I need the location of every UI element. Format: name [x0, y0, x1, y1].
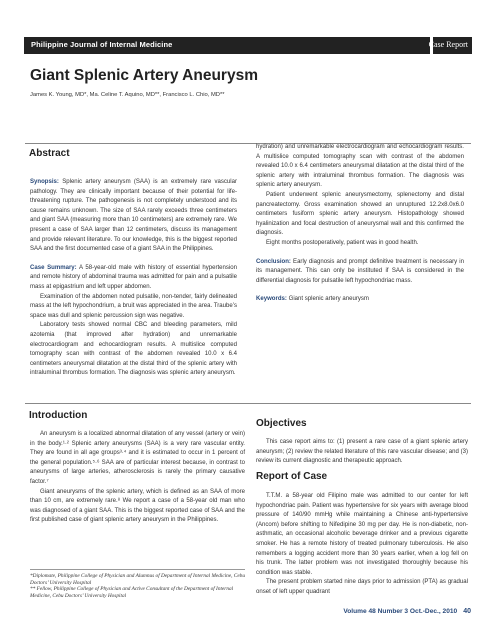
objectives-paragraph: This case report aims to: (1) present a rare case of a giant splenic artery aneurysm; (2) review the related literature of this rare vascular disease; and (3) review its current diagnostic and therapeutic approach. — [256, 439, 468, 465]
article-title: Giant Splenic Artery Aneurysm — [30, 67, 258, 84]
footnote-rule — [30, 569, 245, 570]
synopsis-text: Splenic artery aneurysm (SAA) is an extremely rare vascular pathology. They are clinically important because of their potential for life-threatening rupture. The pathogenesis is not completely understood and its cause remains unknown. The size of SAA rarely exceeds three centimeters and giant SAA (measuring more than 10 centimeters) are extremely rare. We present a case of SAA larger than 12 centimeters, discuss its management and provide relevant literature. To our knowledge, this is the biggest reported SAA and the first documented case of a giant SAA in the Philippines. — [30, 179, 238, 253]
introduction-column — [30, 430, 245, 526]
intro-paragraph-1: An aneurysm is a localized abnormal dilatation of any vessel (artery or vein) in the body.¹·² Splenic artery aneurysms (SAA) is a very rare vascular entity. They are found in all age groups³·⁴ and it is estimated to occur in 1 percent of the general population.⁵·⁶ SAA are of particular interest because, in contrast to aneurysms of large arteries, atherosclerosis is rarely the primary causative factor.⁷ — [30, 431, 245, 485]
footnotes — [30, 573, 245, 599]
footnote-1: *Diplomate, Philippine College of Physician and Alumnus of Department of Internal Medicine, Cebu Doctors’ University Hospital — [30, 573, 245, 586]
keywords-label: Keywords: — [256, 296, 287, 303]
page-footer — [343, 608, 471, 615]
abstract-right-column — [256, 143, 464, 305]
article-type: Case Report — [428, 40, 468, 49]
report-heading: Report of Case — [256, 471, 328, 482]
objectives-column — [256, 438, 468, 467]
intro-paragraph-2: Giant aneurysms of the splenic artery, which is defined as an SAA of more than 10 cm, are extremely rare.⁸ We report a case of a 58-year old man who was diagnosed of a giant SAA. This is the biggest reported case of SAA and the first published case of giant splenic artery aneurysm in the Philippines. — [30, 488, 245, 524]
exam-paragraph: Examination of the abdomen noted pulsatile, non-tender, fairly delineated mass at the left hypochondrium, a bruit was appreciated in the area. Traube’s space was dull and splenic percussion sign was negative. — [30, 293, 237, 319]
keywords-paragraph — [256, 295, 464, 305]
author-list: James K. Young, MD*, Ma. Celine T. Aquino, MD**, Francisco L. Chio, MD** — [30, 92, 225, 98]
issue-info: Volume 48 Number 3 Oct.-Dec., 2010 — [343, 608, 458, 615]
page-number: 40 — [463, 608, 471, 615]
journal-header-bar — [24, 37, 472, 54]
case-summary-label: Case Summary: — [30, 264, 77, 271]
footnote-2: ** Fellow, Philippine College of Physician and Active Consultant of the Department of Internal Medicine, Cebu Doctors’ University Hospital — [30, 586, 234, 599]
followup-paragraph: Eight months postoperatively, patient was in good health. — [266, 239, 419, 246]
keywords-text: Giant splenic artery aneurysm — [288, 296, 369, 303]
report-paragraph-2: The present problem started nine days prior to admission (PTA) as gradual onset of left upper quadrant — [256, 579, 468, 595]
report-column — [256, 492, 468, 598]
conclusion-label: Conclusion: — [256, 258, 291, 265]
introduction-heading: Introduction — [29, 410, 88, 421]
surgery-paragraph: Patient underwent splenic aneurysmectomy, splenectomy and distal pancreatectomy. Gross examination showed an unruptured 12.2x8.0x6.0 centimeters fusiform splenic artery aneurysm. Histopathology showed hyalinization and focal destruction of aneurysmal wall and this confirmed the diagnosis. — [256, 191, 464, 237]
synopsis-label: Synopsis: — [30, 179, 59, 185]
journal-name: Philippine Journal of Internal Medicine — [31, 40, 173, 49]
conclusion-paragraph — [256, 258, 464, 287]
lab-paragraph: Laboratory tests showed normal CBC and bleeding parameters, mild azotemia (that improved after hydration) and unremarkable electrocardiogram and echocardiogram results. A multislice computed tomography scan with contrast of the abdomen revealed 10.0 x 6.4 centimeters aneurysmal dilatation at the distal third of the splenic artery with intraluminal thrombus formation. The diagnosis was splenic artery aneurysm. — [30, 322, 237, 377]
objectives-heading: Objectives — [256, 418, 307, 429]
lab-paragraph-continued: hydration) and unremarkable electrocardiogram and echocardiogram results. A multislice computed tomography scan with contrast of the abdomen revealed 10.0 x 6.4 centimeters aneurysmal dilatation at the distal third of the splenic artery with intraluminal thrombus formation. The diagnosis was splenic artery aneurysm. — [256, 144, 464, 189]
abstract-bottom-rule — [25, 403, 471, 404]
abstract-left-column — [30, 178, 238, 377]
report-paragraph-1: T.T.M. a 58-year old Filipino male was admitted to our center for left hypochondriac pain. Patient was hypertensive for six years with average blood pressure of 140/90 mmHg while maintaining a Chinese anti-hypertensive (Ancom) before shifting to Nifedipine 30 mg per day. He is non-diabetic, non-asthmatic, an occasional alcoholic beverage drinker and a previous cigarette smoker. He has a remote history of treated pulmonary tuberculosis. He also remembers a logging accident more than 30 years earlier, when a log fell on his trunk. The latter problem was not investigated thoroughly because his condition was stable. — [256, 493, 468, 576]
abstract-heading: Abstract — [29, 148, 70, 159]
case-summary-paragraph — [30, 264, 237, 293]
synopsis-paragraph — [30, 178, 237, 255]
conclusion-text: Early diagnosis and prompt definitive treatment is necessary in its management. This can only be instituted if SAA is considered in the differential diagnosis for pulsatile left hypochondriac mass. — [256, 258, 464, 284]
case-summary-text: A 58-year-old male with history of essential hypertension and remote history of abdominal trauma was admitted for pain and a pulsatile mass at epigastrium and left upper abdomen. — [30, 264, 237, 290]
